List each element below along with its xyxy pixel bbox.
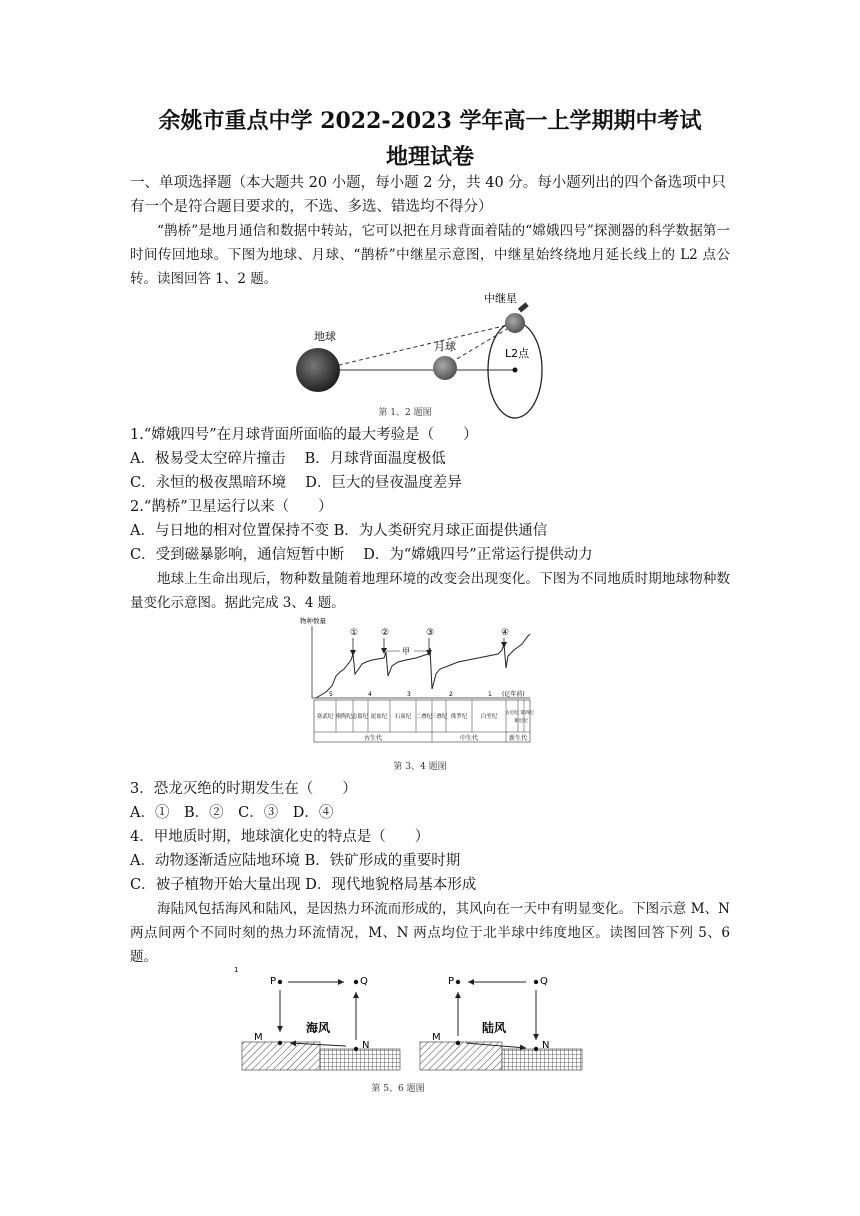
svg-text:3: 3 <box>407 691 411 698</box>
era-label: 古生代 <box>363 735 383 742</box>
svg-text:N: N <box>362 1040 370 1051</box>
q4-options-cd: C．被子植物开始大量出现 D．现代地貌格局基本形成 <box>130 877 477 893</box>
earth-icon <box>296 348 340 392</box>
svg-text:1: 1 <box>488 691 492 698</box>
passage-2: 地球上生命出现后，物种数量随着地理环境的改变会出现变化。下图为不同地质时期地球物种数量变化示意图。据此完成 3、4 题。 <box>130 571 730 611</box>
period-label: 白垩纪 <box>480 714 498 720</box>
marker-3: ③ <box>426 628 435 638</box>
section-header: 一、单项选择题（本大题共 20 小题，每小题 2 分，共 40 分。每小题列出的四个备选项中只 <box>130 175 726 191</box>
svg-text:Q: Q <box>540 976 548 987</box>
svg-text:Q: Q <box>360 976 368 987</box>
q2-options-cd <box>130 543 730 567</box>
fig1-caption: 第 1、2 题图 <box>378 408 432 418</box>
period-label: 第四纪 <box>520 711 534 716</box>
era-labels <box>364 734 527 742</box>
era-label: 新生代 <box>508 735 528 742</box>
moon-label: 月球 <box>434 340 456 353</box>
exam-title: 余姚市重点中学 2022-2023 学年高一上学期期中考试 <box>158 108 702 134</box>
svg-text:P: P <box>448 976 455 987</box>
q1-option-b: B．月球背面温度极低 <box>304 451 446 467</box>
q1-option-c: C．永恒的极夜黑暗环境 <box>130 475 287 491</box>
q1-options-ab <box>130 447 730 471</box>
q4-options-ab: A．动物逐渐适应陆地环境 B．铁矿形成的重要时期 <box>130 853 461 869</box>
passage-1: “鹊桥”是地月通信和数据中转站，它可以把在月球背面着陆的“嫦娥四号”探测器的科学数据第一时间传回地球。下图为地球、月球、“鹊桥”中继星示意图，中继星始终绕地月延长线上的 L2 点公转。读图回答 1、2 题。 <box>130 223 730 287</box>
event-markers <box>350 628 509 656</box>
period-label: 古近纪 <box>505 711 519 716</box>
land-breeze-diagram <box>420 976 582 1070</box>
l2-label: L2点 <box>505 347 530 360</box>
passage-3: 海陆风包括海风和陆风，是因热力环流而形成的，其风向在一天中有明显变化。下图示意 M、N 两点间两个不同时刻的热力环流情况，M、N 两点均位于北半球中纬度地区。读图回答下列 5、6 题。 <box>130 901 730 965</box>
marker-4: ④ <box>501 628 510 638</box>
q4-stem: 4．甲地质时期，地球演化史的特点是（ ） <box>130 829 430 845</box>
jia-label: 甲 <box>402 647 410 656</box>
era-label: 中生代 <box>459 735 479 742</box>
marker-1: ① <box>350 628 359 638</box>
period-label: 新近纪 <box>514 719 528 724</box>
moon-icon <box>433 356 457 380</box>
svg-text:1: 1 <box>234 966 239 974</box>
earth-label: 地球 <box>314 330 336 343</box>
q1-stem: 1.“嫦娥四号”在月球背面所面临的最大考验是（ ） <box>130 427 478 443</box>
species-curve <box>316 634 530 698</box>
svg-text:(亿年前): (亿年前) <box>502 691 525 698</box>
svg-text:P: P <box>270 976 277 987</box>
svg-text:4: 4 <box>368 691 372 698</box>
q2-options-ab: A．与日地的相对位置保持不变 B．为人类研究月球正面提供通信 <box>130 523 548 539</box>
q2-stem: 2.“鹊桥”卫星运行以来（ ） <box>130 499 333 515</box>
q3-stem: 3．恐龙灭绝的时期发生在（ ） <box>130 781 357 797</box>
section-header-cont: 有一个是符合题目要求的，不选、多选、错选均不得分） <box>130 199 493 215</box>
fig2-caption: 第 3、4 题图 <box>393 762 447 772</box>
period-label: 侏罗纪 <box>450 714 468 720</box>
species-count-figure <box>298 614 538 754</box>
period-labels <box>317 709 535 724</box>
svg-text:5: 5 <box>329 691 333 698</box>
period-label: 奥陶纪 <box>335 714 353 720</box>
svg-text:M: M <box>254 1032 263 1043</box>
relay-satellite-icon <box>505 313 525 333</box>
period-label: 志留纪 <box>351 714 369 720</box>
period-label: 泥盆纪 <box>370 714 388 720</box>
sea-land-breeze-figure <box>232 962 592 1082</box>
fig3-caption: 第 5、6 题图 <box>371 1084 425 1094</box>
sea-breeze-diagram <box>242 976 400 1070</box>
q1-option-a: A．极易受太空碎片撞击 <box>130 451 286 467</box>
relay-label: 中继星 <box>484 292 517 305</box>
svg-text:N: N <box>542 1040 550 1051</box>
period-label: 三叠纪 <box>430 714 448 720</box>
land-breeze-label: 陆风 <box>482 1021 507 1035</box>
q2-option-d: D．为“嫦娥四号”正常运行提供动力 <box>363 547 593 563</box>
q1-options-cd <box>130 471 730 495</box>
period-label: 二叠纪 <box>415 714 433 720</box>
period-label: 寒武纪 <box>316 714 334 720</box>
marker-2: ② <box>381 628 390 638</box>
q1-option-d: D．巨大的昼夜温度差异 <box>305 475 462 491</box>
q3-options: A．① B．② C．③ D．④ <box>130 805 334 821</box>
earth-moon-relay-figure <box>290 290 560 420</box>
svg-text:2: 2 <box>449 691 453 698</box>
q2-option-c: C．受到磁暴影响，通信短暂中断 <box>130 547 345 563</box>
period-label: 石炭纪 <box>394 714 412 720</box>
ylabel: 物种数量 <box>300 617 326 625</box>
svg-text:M: M <box>432 1032 441 1043</box>
exam-subtitle: 地理试卷 <box>385 144 474 170</box>
sea-breeze-label: 海风 <box>306 1021 331 1035</box>
